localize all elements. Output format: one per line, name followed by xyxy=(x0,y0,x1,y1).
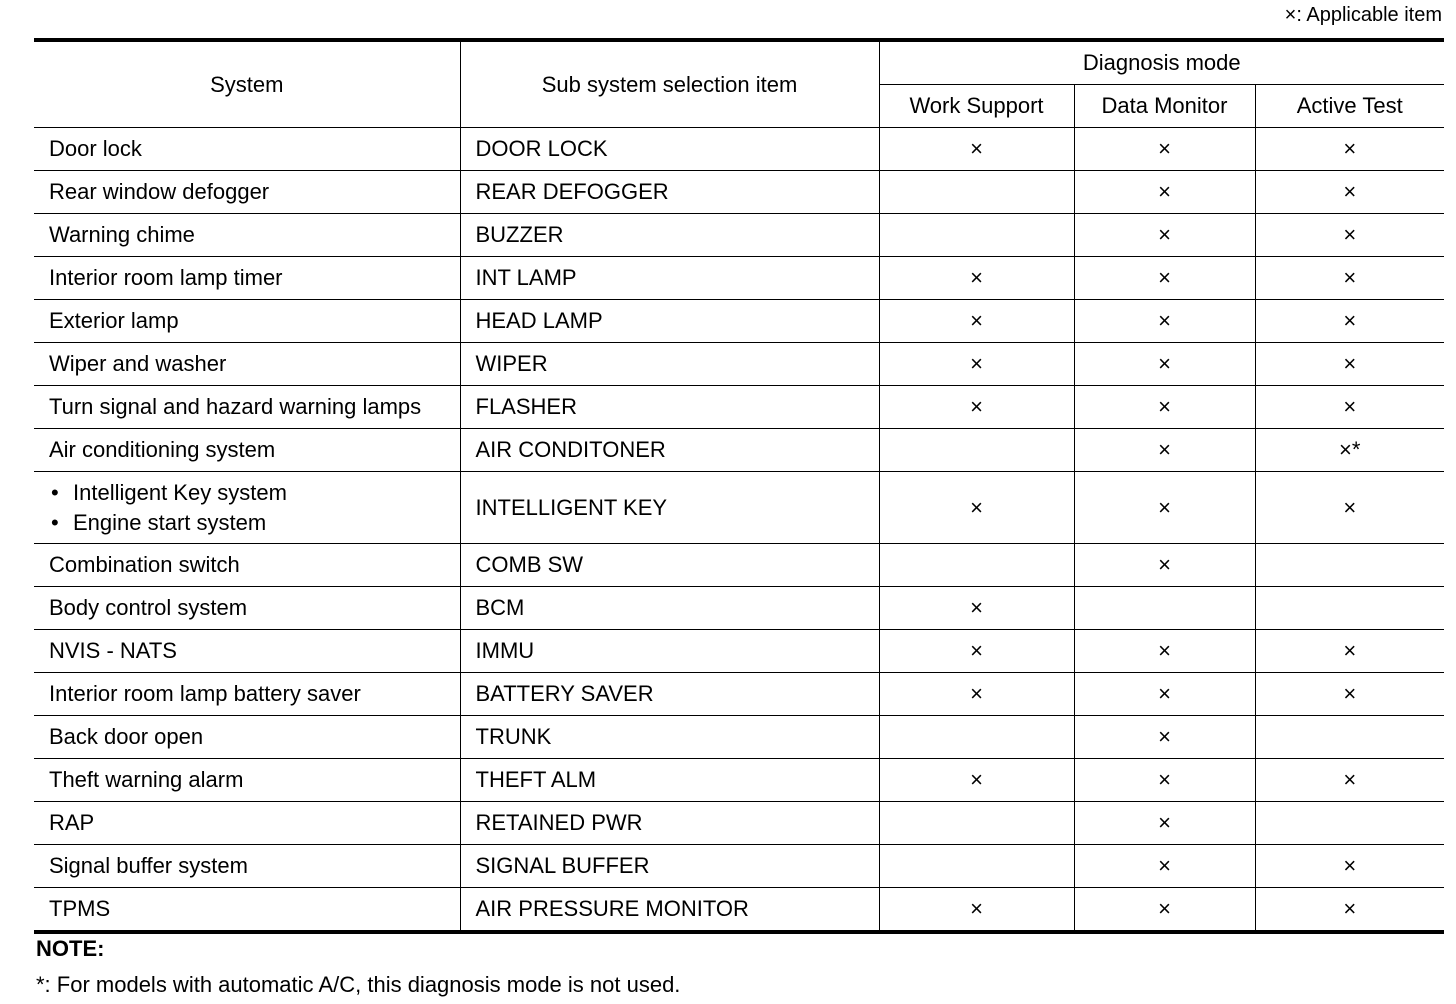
active-test-mark: × xyxy=(1255,128,1444,171)
header-work-support: Work Support xyxy=(879,85,1074,128)
sub-system-cell: INT LAMP xyxy=(460,257,879,300)
active-test-mark: × xyxy=(1255,343,1444,386)
work-support-mark: × xyxy=(879,630,1074,673)
data-monitor-mark xyxy=(1074,587,1255,630)
active-test-mark: × xyxy=(1255,300,1444,343)
sub-system-cell: AIR PRESSURE MONITOR xyxy=(460,888,879,933)
work-support-mark: × xyxy=(879,386,1074,429)
work-support-mark xyxy=(879,716,1074,759)
note-text: *: For models with automatic A/C, this diagnosis mode is not used. xyxy=(36,972,681,997)
active-test-mark xyxy=(1255,802,1444,845)
active-test-mark xyxy=(1255,544,1444,587)
header-data-monitor: Data Monitor xyxy=(1074,85,1255,128)
work-support-mark: × xyxy=(879,673,1074,716)
system-cell: Interior room lamp battery saver xyxy=(34,673,460,716)
active-test-mark: × xyxy=(1255,888,1444,933)
table-row xyxy=(34,759,1444,802)
table-row xyxy=(34,300,1444,343)
list-item xyxy=(49,478,460,508)
sub-system-cell: WIPER xyxy=(460,343,879,386)
sub-system-cell: IMMU xyxy=(460,630,879,673)
active-test-mark: × xyxy=(1255,171,1444,214)
data-monitor-mark: × xyxy=(1074,630,1255,673)
system-cell: Interior room lamp timer xyxy=(34,257,460,300)
system-bullet-text: Engine start system xyxy=(73,509,267,535)
table-row xyxy=(34,802,1444,845)
system-cell: Signal buffer system xyxy=(34,845,460,888)
header-active-test: Active Test xyxy=(1255,85,1444,128)
active-test-mark: × xyxy=(1255,759,1444,802)
table-row xyxy=(34,888,1444,933)
system-cell: Body control system xyxy=(34,587,460,630)
sub-system-cell: RETAINED PWR xyxy=(460,802,879,845)
sub-system-cell: BUZZER xyxy=(460,214,879,257)
note-title: NOTE: xyxy=(36,936,105,961)
data-monitor-mark: × xyxy=(1074,429,1255,472)
work-support-mark: × xyxy=(879,300,1074,343)
sub-system-cell: INTELLIGENT KEY xyxy=(460,472,879,544)
data-monitor-mark: × xyxy=(1074,759,1255,802)
table-row xyxy=(34,386,1444,429)
table-row xyxy=(34,128,1444,171)
active-test-mark: × xyxy=(1255,472,1444,544)
work-support-mark xyxy=(879,171,1074,214)
data-monitor-mark: × xyxy=(1074,673,1255,716)
active-test-mark: × xyxy=(1255,386,1444,429)
sub-system-cell: FLASHER xyxy=(460,386,879,429)
table-row xyxy=(34,472,1444,544)
work-support-mark: × xyxy=(879,343,1074,386)
active-test-mark xyxy=(1255,716,1444,759)
system-cell: Door lock xyxy=(34,128,460,171)
sub-system-cell: SIGNAL BUFFER xyxy=(460,845,879,888)
table-row xyxy=(34,257,1444,300)
system-cell: Theft warning alarm xyxy=(34,759,460,802)
sub-system-cell: HEAD LAMP xyxy=(460,300,879,343)
work-support-mark xyxy=(879,214,1074,257)
bullet-icon: • xyxy=(51,479,59,505)
work-support-mark xyxy=(879,429,1074,472)
data-monitor-mark: × xyxy=(1074,386,1255,429)
active-test-mark: ×* xyxy=(1255,429,1444,472)
system-cell: Air conditioning system xyxy=(34,429,460,472)
work-support-mark: × xyxy=(879,472,1074,544)
header-diagnosis-mode: Diagnosis mode xyxy=(879,40,1444,85)
sub-system-cell: THEFT ALM xyxy=(460,759,879,802)
active-test-mark: × xyxy=(1255,630,1444,673)
system-cell: Turn signal and hazard warning lamps xyxy=(34,386,460,429)
sub-system-cell: AIR CONDITONER xyxy=(460,429,879,472)
work-support-mark: × xyxy=(879,257,1074,300)
system-cell: Rear window defogger xyxy=(34,171,460,214)
sub-system-cell: COMB SW xyxy=(460,544,879,587)
table-row xyxy=(34,845,1444,888)
system-cell: Exterior lamp xyxy=(34,300,460,343)
table-row xyxy=(34,716,1444,759)
sub-system-cell: DOOR LOCK xyxy=(460,128,879,171)
system-cell: Warning chime xyxy=(34,214,460,257)
work-support-mark: × xyxy=(879,128,1074,171)
data-monitor-mark: × xyxy=(1074,128,1255,171)
bullet-icon: • xyxy=(51,509,59,535)
system-cell: RAP xyxy=(34,802,460,845)
data-monitor-mark: × xyxy=(1074,845,1255,888)
diagnosis-mode-table xyxy=(34,38,1444,934)
list-item xyxy=(49,508,460,538)
work-support-mark: × xyxy=(879,587,1074,630)
table-body xyxy=(34,128,1444,933)
data-monitor-mark: × xyxy=(1074,472,1255,544)
system-cell: Back door open xyxy=(34,716,460,759)
active-test-mark: × xyxy=(1255,845,1444,888)
work-support-mark xyxy=(879,544,1074,587)
applicable-item-legend: ×: Applicable item xyxy=(1284,4,1442,26)
table-row xyxy=(34,429,1444,472)
data-monitor-mark: × xyxy=(1074,257,1255,300)
system-cell: Wiper and washer xyxy=(34,343,460,386)
data-monitor-mark: × xyxy=(1074,544,1255,587)
system-cell xyxy=(34,472,460,544)
data-monitor-mark: × xyxy=(1074,888,1255,933)
sub-system-cell: BCM xyxy=(460,587,879,630)
data-monitor-mark: × xyxy=(1074,716,1255,759)
active-test-mark: × xyxy=(1255,673,1444,716)
active-test-mark xyxy=(1255,587,1444,630)
work-support-mark xyxy=(879,802,1074,845)
work-support-mark: × xyxy=(879,888,1074,933)
active-test-mark: × xyxy=(1255,257,1444,300)
table-row xyxy=(34,587,1444,630)
data-monitor-mark: × xyxy=(1074,300,1255,343)
system-bullet-text: Intelligent Key system xyxy=(73,479,287,505)
data-monitor-mark: × xyxy=(1074,802,1255,845)
table-row xyxy=(34,673,1444,716)
data-monitor-mark: × xyxy=(1074,214,1255,257)
system-cell: NVIS - NATS xyxy=(34,630,460,673)
header-system: System xyxy=(34,40,460,128)
sub-system-cell: REAR DEFOGGER xyxy=(460,171,879,214)
work-support-mark: × xyxy=(879,759,1074,802)
table-row xyxy=(34,544,1444,587)
table-row xyxy=(34,630,1444,673)
work-support-mark xyxy=(879,845,1074,888)
data-monitor-mark: × xyxy=(1074,171,1255,214)
table-row xyxy=(34,171,1444,214)
data-monitor-mark: × xyxy=(1074,343,1255,386)
sub-system-cell: TRUNK xyxy=(460,716,879,759)
table-row xyxy=(34,343,1444,386)
system-bullet-list xyxy=(49,478,460,538)
system-cell: Combination switch xyxy=(34,544,460,587)
sub-system-cell: BATTERY SAVER xyxy=(460,673,879,716)
active-test-mark: × xyxy=(1255,214,1444,257)
system-cell: TPMS xyxy=(34,888,460,933)
table-row xyxy=(34,214,1444,257)
header-sub-system: Sub system selection item xyxy=(460,40,879,128)
